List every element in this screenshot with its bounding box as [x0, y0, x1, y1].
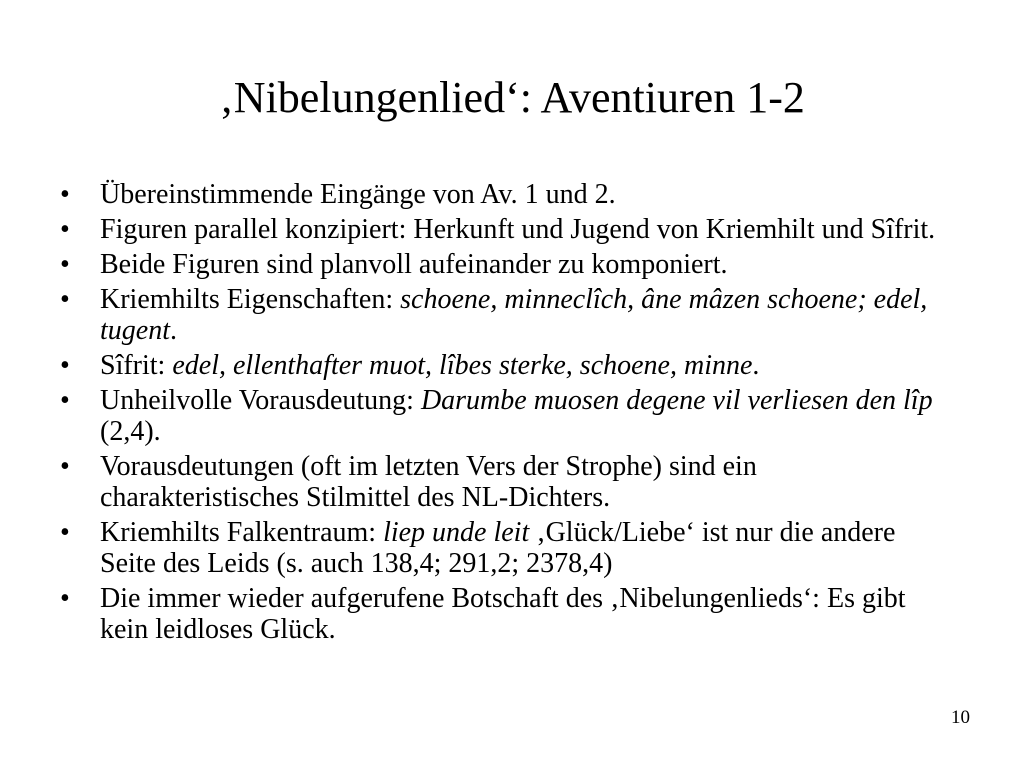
bullet-text: Beide Figuren sind planvoll aufeinander zu komponiert.: [100, 249, 728, 280]
bullet-text: .: [752, 350, 760, 381]
latin-quote: liep unde leit: [383, 517, 530, 548]
bullet-icon: •: [60, 451, 70, 482]
bullet-text: Kriemhilts Eigenschaften:: [100, 284, 401, 315]
bullet-text: .: [170, 315, 177, 346]
bullet-item: [52, 350, 952, 381]
bullet-icon: •: [60, 179, 70, 210]
bullet-icon: •: [60, 249, 70, 280]
bullet-icon: •: [60, 583, 70, 614]
bullet-item: [52, 179, 952, 210]
bullet-icon: •: [60, 350, 70, 381]
bullet-item: [52, 214, 952, 245]
bullet-item: [52, 284, 952, 346]
bullet-text: Unheilvolle Vorausdeutung:: [100, 385, 421, 416]
bullet-icon: •: [60, 517, 70, 548]
page-number: 10: [951, 707, 970, 728]
bullet-icon: •: [60, 385, 70, 416]
bullet-text: Die immer wieder aufgerufene Botschaft des ‚Nibelungenlieds‘: Es gibt kein leidloses Glück.: [100, 583, 906, 645]
bullet-text: Kriemhilts Falkentraum:: [100, 517, 384, 548]
bullet-text: ‚Glück/Liebe‘ ist nur die andere Seite des Leids (s. auch 138,4; 291,2; 2378,4): [100, 517, 896, 579]
bullet-text: Übereinstimmende Eingänge von Av. 1 und 2.: [100, 179, 616, 210]
bullet-icon: •: [60, 214, 70, 245]
bullet-text: Sîfrit:: [100, 350, 173, 381]
latin-quote: Darumbe muosen degene vil verliesen den lîp: [420, 385, 933, 416]
slide-title: ‚Nibelungenlied‘: Aventiuren 1-2: [219, 73, 805, 122]
bullet-item: [52, 517, 952, 579]
latin-quote: schoene, minneclîch, âne mâzen schoene; edel, tugent: [100, 284, 928, 346]
latin-quote: edel, ellenthafter muot, lîbes sterke, schoene, minne: [172, 350, 753, 381]
bullet-item: [52, 583, 952, 645]
bullet-item: [52, 249, 952, 280]
bullet-list: [52, 179, 952, 649]
bullet-item: [52, 385, 952, 447]
bullet-text: (2,4).: [100, 416, 161, 447]
bullet-icon: •: [60, 284, 70, 315]
bullet-item: [52, 451, 952, 513]
bullet-text: Figuren parallel konzipiert: Herkunft und Jugend von Kriemhilt und Sîfrit.: [100, 214, 936, 245]
bullet-text: Vorausdeutungen (oft im letzten Vers der Strophe) sind ein charakteristisches Stilmittel des NL-Dichters.: [100, 451, 757, 513]
